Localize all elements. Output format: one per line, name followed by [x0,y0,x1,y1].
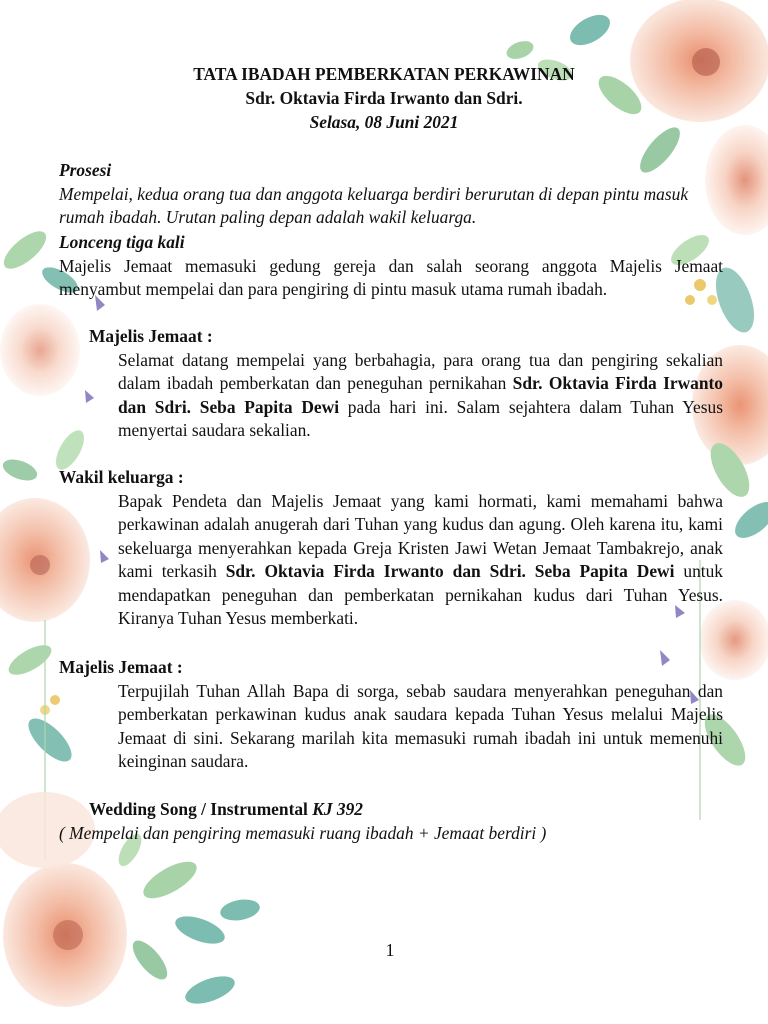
wedding-song-line: Wedding Song / Instrumental KJ 392 [89,799,363,819]
prosesi-heading: Prosesi [59,160,112,180]
song-note: ( Mempelai dan pengiring memasuki ruang ibadah + Jemaat berdiri ) [59,823,547,843]
left-side-flowers [0,225,109,860]
wakil-speaker: Wakil keluarga : [59,467,184,487]
majelis-text-2: Terpujilah Tuhan Allah Bapa di sorga, sebab saudara menyerahkan peneguhan dan pemberkatan perkawinan kudus anak saudara kepada Tuhan Yesus melalui Majelis Jemaat di sini. Sekarang marilah kita memasuki rumah ibadah ini untuk memenuhi keinginan saudara. [118,681,723,772]
page-number: 1 [385,940,395,960]
couple-full-names-2: Sdr. Oktavia Firda Irwanto dan Sdri. Seba Papita Dewi [225,561,675,582]
prosesi-text: Mempelai, kedua orang tua dan anggota keluarga berdiri berurutan di depan pintu masuk rumah ibadah. Urutan paling depan adalah wakil keluarga. [59,184,689,228]
majelis-speaker-1: Majelis Jemaat : [89,326,213,346]
couple-full-names-1: Sdr. Oktavia Firda Irwanto dan Sdri. Seba Papita Dewi [118,373,723,417]
document-title: TATA IBADAH PEMBERKATAN PERKAWINAN [193,64,575,84]
hymn-number: KJ 392 [312,799,363,819]
wakil-text: Bapak Pendeta dan Majelis Jemaat yang kami hormati, kami memahami bahwa perkawinan adalah anugerah dari Tuhan yang kudus dan agung. Oleh karena itu, kami sekeluarga menyerahkan kepada Greja Kristen Jawi Wetan Jemaat Tambakrejo, anak kami terkasih Sdr. Oktavia Firda Irwanto dan Sdri. Seba Papita Dewi untuk mendapatkan peneguhan dan pemberkatan pernikahan kudus dari Tuhan Yesus. Kiranya Tuhan Yesus memberkati. [118,491,723,629]
lonceng-text: Majelis Jemaat memasuki gedung gereja dan salah seorang anggota Majelis Jemaat menyambut mempelai dan para pengiring di pintu masuk utama rumah ibadah. [59,256,723,300]
majelis-speaker-2: Majelis Jemaat : [59,657,183,677]
couple-names: Sdr. Oktavia Firda Irwanto dan Sdri. [245,88,523,108]
lonceng-heading: Lonceng tiga kali [59,232,185,252]
service-date: Selasa, 08 Juni 2021 [309,112,459,132]
majelis-text-1: Selamat datang mempelai yang berbahagia, para orang tua dan pengiring sekalian dalam ibadah pemberkatan dan peneguhan pernikahan Sdr. Oktavia Firda Irwanto dan Sdri. Seba Papita Dewi pada hari ini. Salam sejahtera dalam Tuhan Yesus menyertai saudara sekalian. [118,350,723,441]
